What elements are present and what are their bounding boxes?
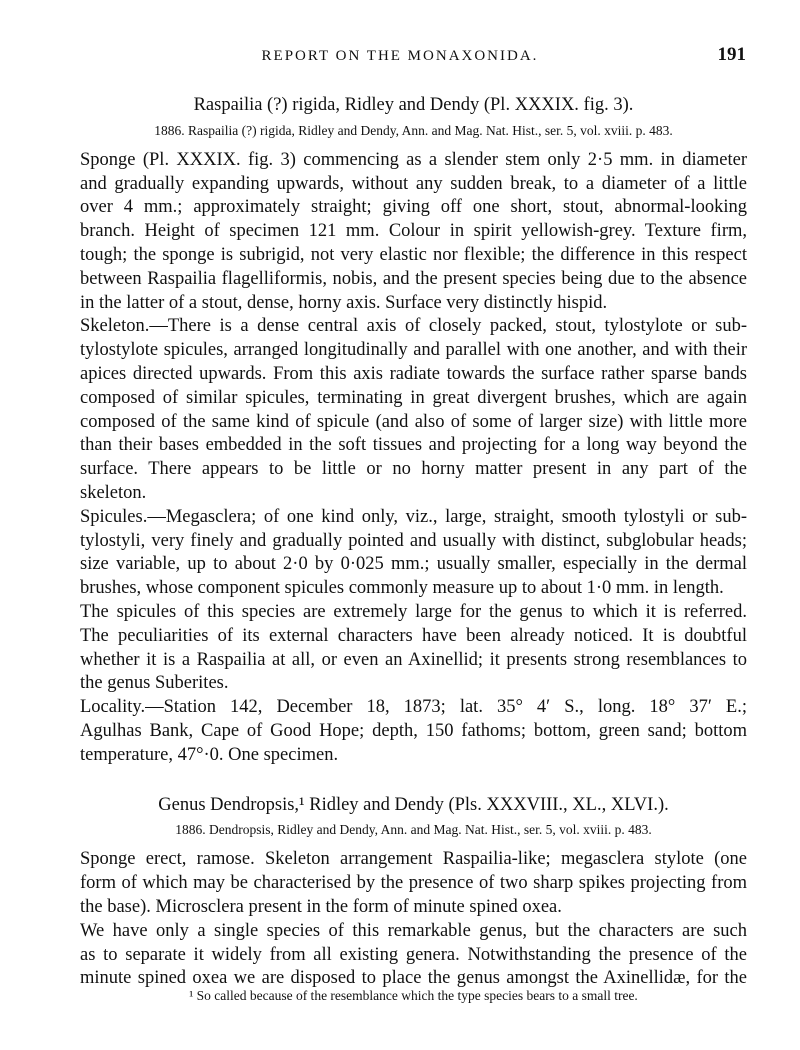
description-paragraph xyxy=(80,149,747,316)
text-line: skeleton. xyxy=(80,482,147,503)
text-line: as to separate it widely from all existing genera. Notwithstanding the presence of the xyxy=(80,944,747,965)
text-line: form of which may be characterised by the presence of two sharp spikes projecting from xyxy=(80,873,747,894)
locality-paragraph xyxy=(80,696,747,767)
text-line: size variable, up to about 2·0 by 0·025 mm.; usually smaller, especially in the dermal xyxy=(80,554,747,575)
genus-remarks-paragraph xyxy=(80,920,747,991)
spicules-paragraph xyxy=(80,506,747,601)
text-line: than their bases embedded in the soft tissues and projecting for a long way beyond the xyxy=(80,435,747,456)
text-line: and gradually expanding upwards, without any sudden break, to a diameter of a little xyxy=(80,173,747,194)
text-line: composed of similar spicules, terminating in great divergent brushes, which are again xyxy=(80,387,747,408)
text-line: over 4 mm.; approximately straight; giving off one short, stout, abnormal-looking xyxy=(80,197,747,218)
text-line: Skeleton.—There is a dense central axis of closely packed, stout, tylostylote or sub- xyxy=(80,316,747,337)
genus-diagnosis-paragraph xyxy=(80,848,747,919)
text-line: apices directed upwards. From this axis radiate towards the surface rather sparse bands xyxy=(80,363,747,384)
running-title: REPORT ON THE MONAXONIDA. xyxy=(261,48,539,64)
text-line: composed of the same kind of spicule (and also of some of larger size) with little more xyxy=(80,411,747,432)
remarks-paragraph xyxy=(80,601,747,696)
genus-reference: 1886. Dendropsis, Ridley and Dendy, Ann. and Mag. Nat. Hist., ser. 5, vol. xviii. p. 483. xyxy=(175,822,652,838)
text-line: Sponge (Pl. XXXIX. fig. 3) commencing as a slender stem only 2·5 mm. in diameter xyxy=(80,149,747,170)
text-line: brushes, whose component spicules commonly measure up to about 1·0 mm. in length. xyxy=(80,578,724,599)
text-line: Agulhas Bank, Cape of Good Hope; depth, 150 fathoms; bottom, green sand; bottom xyxy=(80,720,747,741)
footnote: ¹ So called because of the resemblance which the type species bears to a small tree. xyxy=(189,988,638,1003)
text-line: minute spined oxea we are disposed to place the genus amongst the Axinellidæ, for the xyxy=(80,968,747,989)
text-line: between Raspailia flagelliformis, nobis, and the present species being due to the absence xyxy=(80,268,747,289)
text-line: surface. There appears to be little or no horny matter present in any part of the xyxy=(80,459,747,480)
text-line: tylostyli, very finely and gradually pointed and usually with distinct, subglobular heads; xyxy=(80,530,747,551)
text-line: temperature, 47°·0. One specimen. xyxy=(80,744,339,765)
text-line: tylostylote spicules, arranged longitudinally and parallel with one another, and with their xyxy=(80,340,747,361)
text-line: the genus Suberites. xyxy=(80,673,229,694)
text-line: tough; the sponge is subrigid, not very elastic nor flexible; the difference in this respect xyxy=(80,244,747,265)
text-line: in the latter of a stout, dense, horny axis. Surface very distinctly hispid. xyxy=(80,292,608,313)
text-line: Sponge erect, ramose. Skeleton arrangement Raspailia-like; megasclera stylote (one xyxy=(80,849,747,870)
species-heading: Raspailia (?) rigida, Ridley and Dendy (Pl. XXXIX. fig. 3). xyxy=(193,95,634,115)
text-line: branch. Height of specimen 121 mm. Colour in spirit yellowish-grey. Texture firm, xyxy=(80,221,747,242)
skeleton-paragraph xyxy=(80,315,747,505)
page-body xyxy=(80,94,747,991)
text-line: The peculiarities of its external characters have been already noticed. It is doubtful xyxy=(80,625,747,646)
text-line: the base). Microsclera present in the form of minute spined oxea. xyxy=(80,896,562,917)
page-number: 191 xyxy=(717,44,746,65)
text-line: Spicules.—Megasclera; of one kind only, viz., large, straight, smooth tylostyli or sub- xyxy=(80,506,747,527)
page-header xyxy=(0,44,800,74)
species-reference: 1886. Raspailia (?) rigida, Ridley and Dendy, Ann. and Mag. Nat. Hist., ser. 5, vol. xviii. p. 483. xyxy=(154,122,673,138)
text-line: whether it is a Raspailia at all, or even an Axinellid; it presents strong resemblances to xyxy=(80,649,747,670)
text-line: We have only a single species of this remarkable genus, but the characters are such xyxy=(80,920,747,941)
text-line: Locality.—Station 142, December 18, 1873; lat. 35° 4′ S., long. 18° 37′ E.; xyxy=(80,697,747,718)
genus-heading: Genus Dendropsis,¹ Ridley and Dendy (Pls. XXXVIII., XL., XLVI.). xyxy=(158,794,669,815)
text-line: The spicules of this species are extremely large for the genus to which it is referred. xyxy=(80,601,747,622)
